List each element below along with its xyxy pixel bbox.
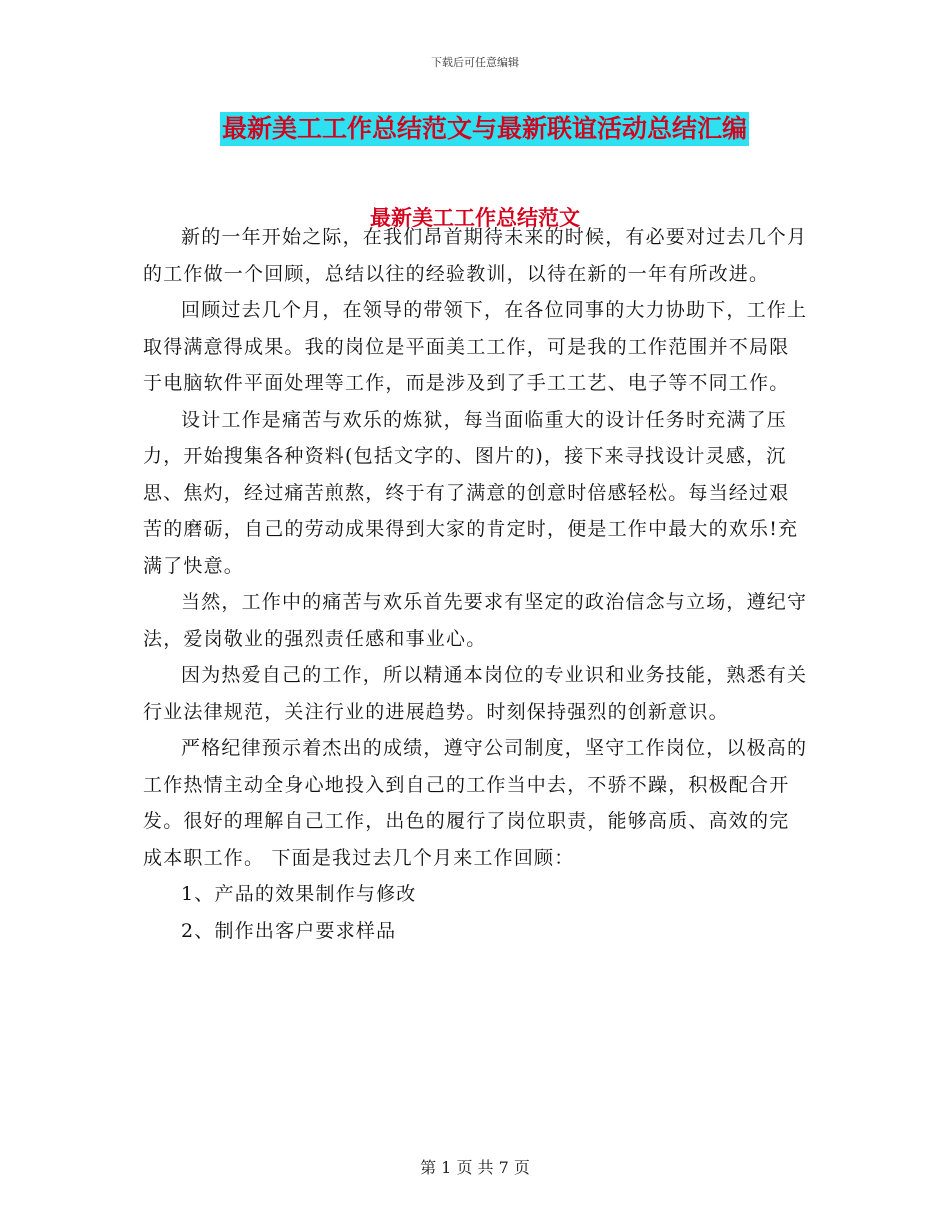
document-main-title: 最新美工工作总结范文与最新联谊活动总结汇编: [220, 112, 749, 146]
document-body: [143, 219, 808, 949]
page-number-footer: 第 1 页 共 7 页: [420, 1158, 530, 1177]
paragraph-1: 新的一年开始之际，在我们昂首期待未来的时候，有必要对过去几个月的工作做一个回顾，总结以往的经验教训，以待在新的一年有所改进。: [143, 226, 808, 285]
list-item-2: 2、制作出客户要求样品: [181, 919, 397, 942]
paragraph-5: 因为热爱自己的工作，所以精通本岗位的专业识和业务技能，熟悉有关行业法律规范，关注行业的进展趋势。时刻保持强烈的创新意识。: [143, 664, 808, 723]
list-item-1: 1、产品的效果制作与修改: [181, 883, 417, 905]
paragraph-6: 严格纪律预示着杰出的成绩，遵守公司制度，坚守工作岗位，以极高的工作热情主动全身心地投入到自己的工作当中去，不骄不躁，积极配合开发。很好的理解自己工作，出色的履行了岗位职责，能够高质、高效的完成本职工作。 下面是我过去几个月来工作回顾：: [143, 737, 808, 869]
section-title: 最新美工工作总结范文: [370, 206, 580, 230]
header-note: 下载后可任意编辑: [431, 56, 519, 69]
paragraph-3: 设计工作是痛苦与欢乐的炼狱，每当面临重大的设计任务时充满了压力，开始搜集各种资料(包括文字的、图片的)，接下来寻找设计灵感，沉思、焦灼，经过痛苦煎熬，终于有了满意的创意时倍感轻松。每当经过艰苦的磨砺，自己的劳动成果得到大家的肯定时，便是工作中最大的欢乐!充满了快意。: [143, 408, 799, 577]
paragraph-4: 当然，工作中的痛苦与欢乐首先要求有坚定的政治信念与立场，遵纪守法，爱岗敬业的强烈责任感和事业心。: [143, 591, 808, 650]
paragraph-2: 回顾过去几个月，在领导的带领下，在各位同事的大力协助下，工作上取得满意得成果。我的岗位是平面美工工作，可是我的工作范围并不局限于电脑软件平面处理等工作，而是涉及到了手工工艺、电子等不同工作。: [143, 299, 808, 394]
